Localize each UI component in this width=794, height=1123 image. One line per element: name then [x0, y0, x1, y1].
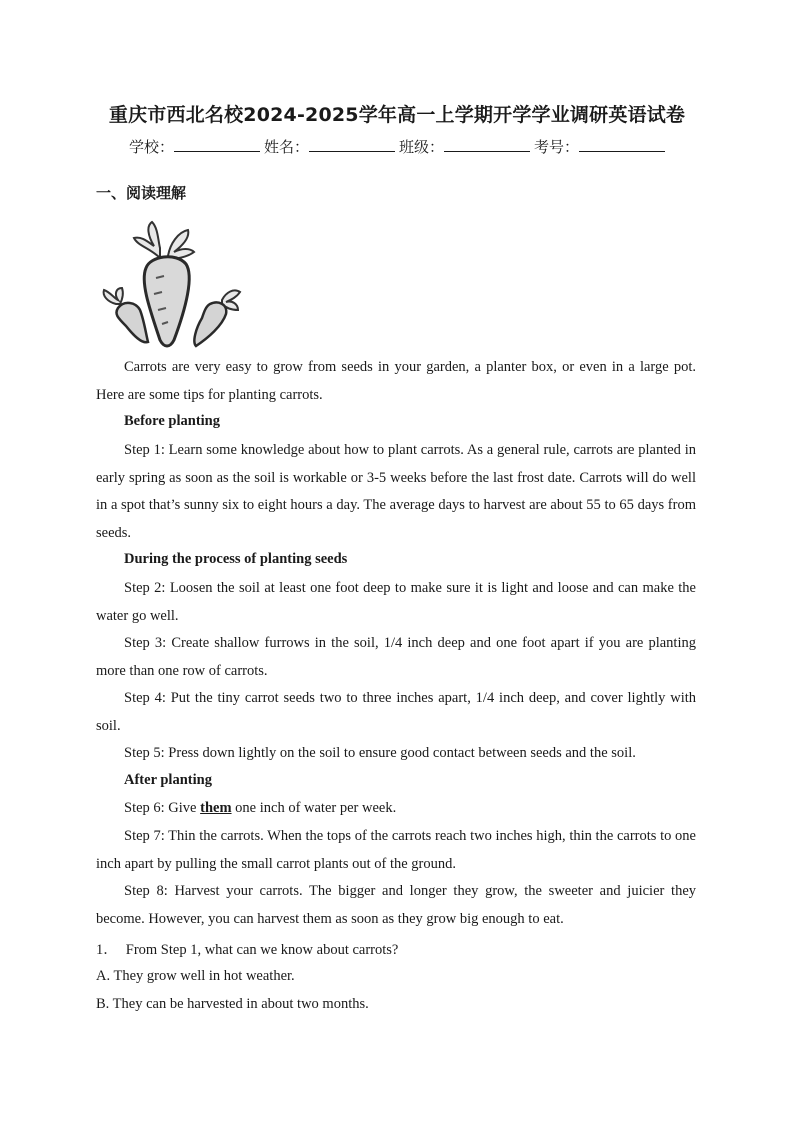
- step-3-paragraph: Step 3: Create shallow furrows in the soil, 1/4 inch deep and one foot apart if you are planting more than one row of carrots.: [96, 635, 696, 679]
- class-blank: [444, 137, 530, 152]
- intro-paragraph: Carrots are very easy to grow from seeds in your garden, a planter box, or even in a large pot. Here are some tips for planting carrots.: [96, 359, 696, 403]
- school-label: 学校：: [128, 138, 174, 156]
- name-blank: [309, 137, 395, 152]
- question-1-option-b: B. They can be harvested in about two months.: [96, 996, 369, 1012]
- name-label: 姓名：: [263, 138, 309, 156]
- school-blank: [174, 137, 260, 152]
- step-4-paragraph: Step 4: Put the tiny carrot seeds two to three inches apart, 1/4 inch deep, and cover lightly with soil.: [96, 690, 696, 734]
- step-6-underlined-word: them: [200, 800, 232, 816]
- step-7-paragraph: Step 7: Thin the carrots. When the tops of the carrots reach two inches high, thin the carrots to one inch apart by pulling the small carrot plants out of the ground.: [96, 828, 696, 872]
- step-2-paragraph: Step 2: Loosen the soil at least one foot deep to make sure it is light and loose and can make the water go well.: [96, 580, 696, 624]
- question-1-stem: From Step 1, what can we know about carrots?: [125, 942, 399, 958]
- heading-before-planting: Before planting: [124, 413, 220, 429]
- number-label: 考号：: [534, 138, 580, 156]
- number-blank: [579, 137, 665, 152]
- step-8-paragraph: Step 8: Harvest your carrots. The bigger and longer they grow, the sweeter and juicier they become. However, you can harvest them as soon as they grow big enough to eat.: [96, 883, 696, 927]
- question-1-number: 1．: [96, 942, 118, 958]
- step-6-text-start: Step 6: Give: [124, 800, 201, 816]
- step-6-text-end: one inch of water per week.: [231, 800, 397, 816]
- exam-title: 重庆市西北名校2024-2025学年高一上学期开学学业调研英语试卷: [108, 104, 686, 126]
- carrots-illustration: [98, 218, 248, 352]
- step-5-paragraph: Step 5: Press down lightly on the soil to ensure good contact between seeds and the soil.: [124, 745, 636, 761]
- question-1: [96, 938, 398, 959]
- heading-during-planting: During the process of planting seeds: [124, 551, 348, 567]
- step-1-paragraph: Step 1: Learn some knowledge about how to plant carrots. As a general rule, carrots are planted in early spring as soon as the soil is workable or 3-5 weeks before the last frost date. Carrots will do well in a spot that’s sunny six to eight hours a day. The average days to harvest are about 55 to 65 days from seeds.: [96, 442, 696, 541]
- class-label: 班级：: [399, 138, 445, 156]
- section-title: 一、阅读理解: [96, 184, 187, 202]
- heading-after-planting: After planting: [124, 772, 212, 788]
- step-6-paragraph: [96, 795, 696, 823]
- student-info-line: [0, 136, 794, 157]
- question-1-option-a: A. They grow well in hot weather.: [96, 968, 295, 984]
